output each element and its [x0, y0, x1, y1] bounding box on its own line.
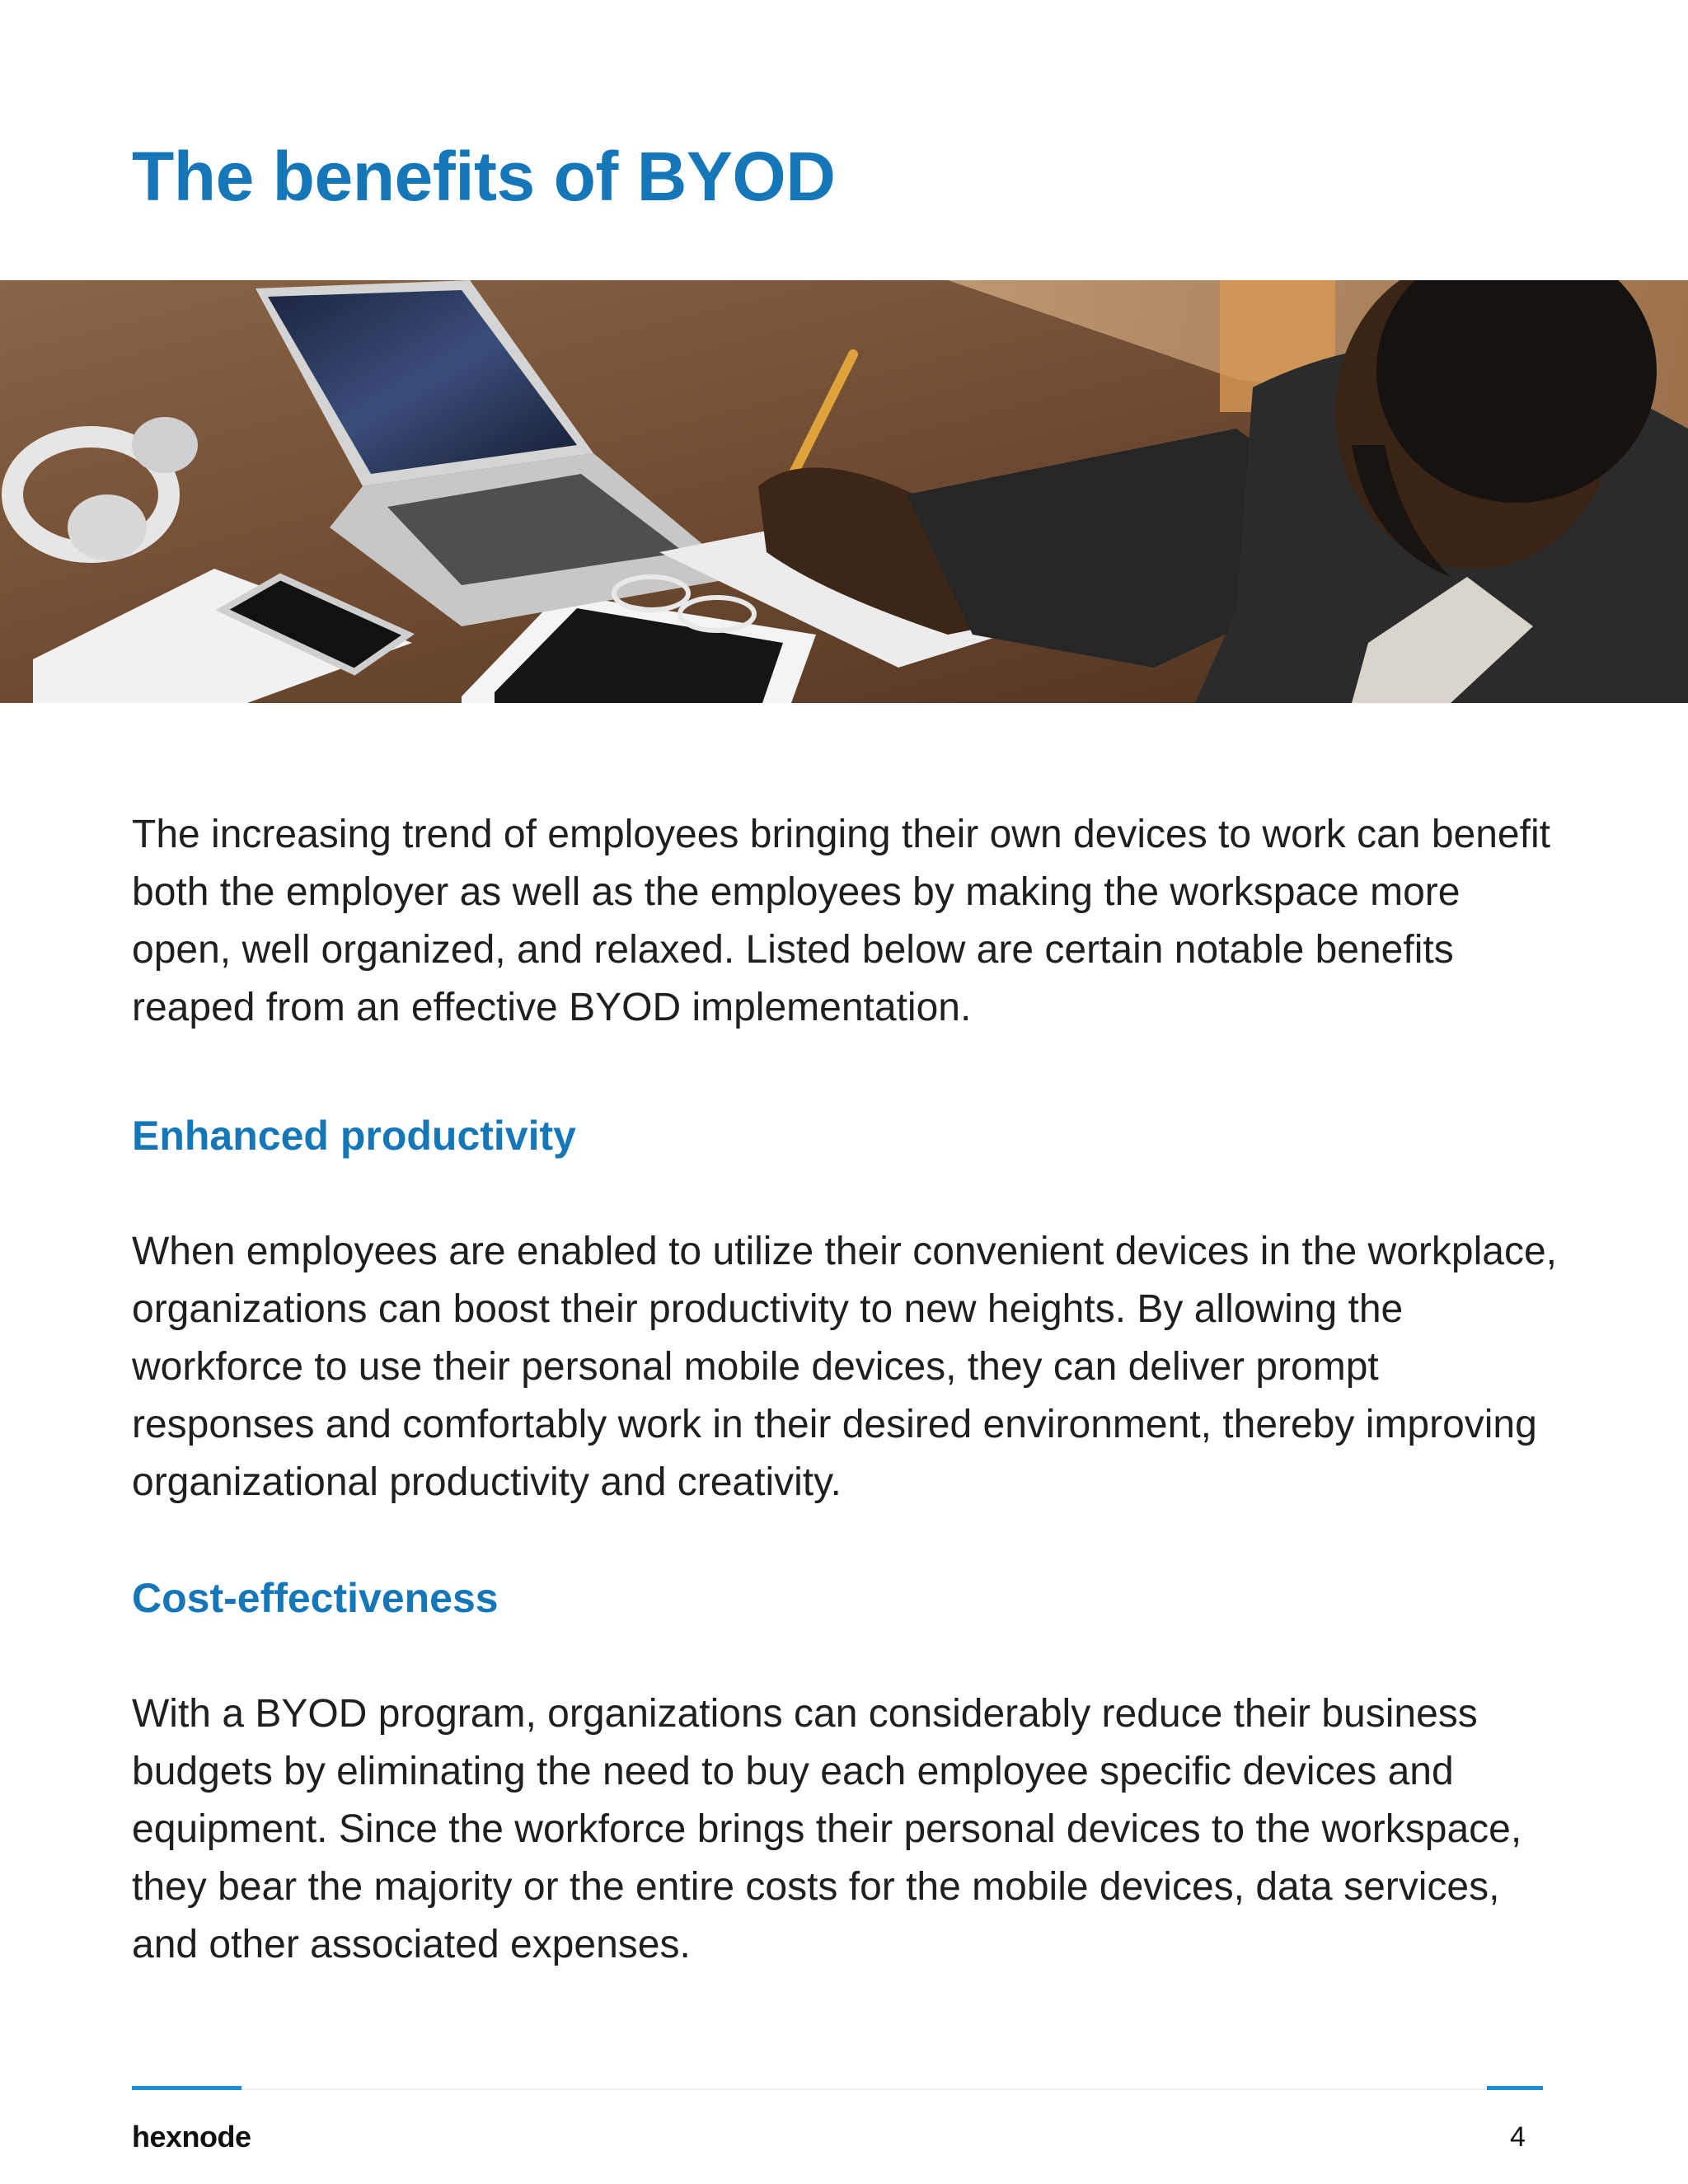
- section-heading-cost-effectiveness: Cost-effectiveness: [132, 1575, 499, 1621]
- hexnode-logo: hexnode: [132, 2120, 251, 2154]
- footer-accent-left: [132, 2086, 241, 2090]
- intro-paragraph: The increasing trend of employees bringing their own devices to work can benefit both the employer as well as the employees by making the workspace more open, well organized, and relaxed. Listed below are certain notable benefits reaped from an effective BYOD implementation.: [132, 813, 1550, 1029]
- footer-divider: [132, 2088, 1543, 2090]
- article-body: [132, 806, 1558, 1974]
- page-number: 4: [1510, 2121, 1526, 2153]
- section-body-enhanced-productivity: When employees are enabled to utilize their convenient devices in the workplace, organizations can boost their productivity to new heights. By allowing the workforce to use their personal mobile devices, they can deliver prompt responses and comfortably work in their desired environment, thereby improving organizational productivity and creativity.: [132, 1230, 1557, 1504]
- hero-photo: [0, 280, 1688, 703]
- hero-photo-illustration: [0, 280, 1688, 703]
- section-body-cost-effectiveness: With a BYOD program, organizations can considerably reduce their business budgets by eliminating the need to buy each employee specific devices and equipment. Since the workforce brings their personal devices to the workspace, they bear the majority or the entire costs for the mobile devices, data services, and other associated expenses.: [132, 1692, 1522, 1966]
- section-heading-enhanced-productivity: Enhanced productivity: [132, 1113, 576, 1159]
- page-title: The benefits of BYOD: [132, 138, 836, 215]
- footer-accent-right: [1487, 2086, 1543, 2090]
